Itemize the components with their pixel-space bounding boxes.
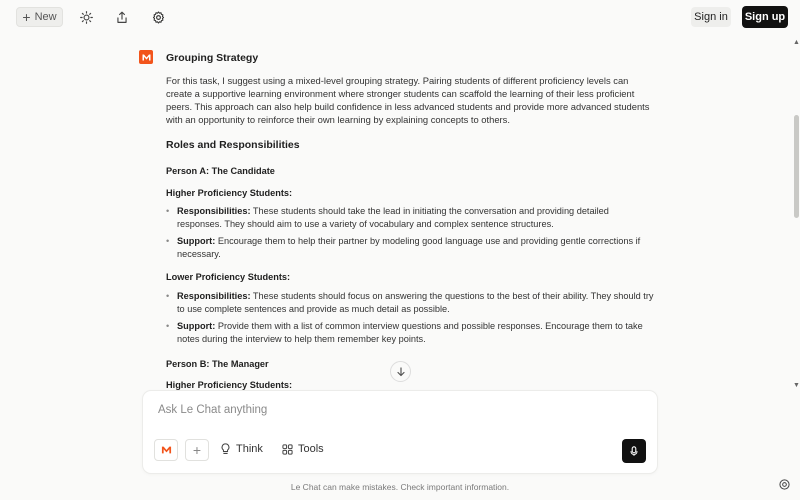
plus-icon: +: [22, 9, 31, 25]
person-b-heading: Person B: The Manager: [166, 359, 269, 369]
bullet-text: Provide them with a list of common interview questions and possible responses. Encourage them to take notes during the interview to help them remember key points.: [177, 321, 643, 344]
think-button[interactable]: [220, 443, 263, 455]
arrow-down-icon: [396, 367, 406, 377]
le-chat-mini-logo-icon: [161, 446, 172, 454]
list-item: [166, 235, 656, 261]
bullet-bold-label: Support:: [177, 236, 216, 246]
voice-send-button[interactable]: [622, 439, 646, 463]
think-label: Think: [236, 443, 263, 455]
scroll-up-arrow-icon[interactable]: ▲: [793, 39, 800, 46]
lower-proficiency-heading: Lower Proficiency Students:: [166, 272, 291, 282]
sign-in-button[interactable]: Sign in: [691, 7, 731, 27]
bullet-bold-label: Support:: [177, 321, 216, 331]
help-icon[interactable]: [777, 477, 791, 491]
bullet-bold-label: Responsibilities:: [177, 291, 251, 301]
le-chat-logo-icon: [139, 50, 153, 64]
tools-label: Tools: [298, 443, 324, 455]
tools-grid-icon: [282, 444, 293, 455]
scrollbar-thumb[interactable]: [794, 115, 799, 218]
chat-input[interactable]: [158, 404, 598, 416]
intro-paragraph: For this task, I suggest using a mixed-level grouping strategy. Pairing students of different proficiency levels can create a supportive learning environment where stronger students can scaffold the learning of their less proficient peers. This approach can also help build confidence in less advanced students and provide more advanced students with an opportunity to reinforce their own learning by explaining concepts to others.: [166, 75, 650, 125]
bullet-text: These students should focus on answering the questions to the best of their ability. They should try to use complete sentences and provide as much detail as possible.: [177, 291, 654, 314]
scroll-to-bottom-button[interactable]: [390, 361, 411, 382]
scroll-down-arrow-icon[interactable]: ▼: [793, 382, 800, 389]
microphone-icon: [630, 446, 638, 456]
sign-up-button[interactable]: Sign up: [742, 6, 788, 28]
list-item: [166, 320, 656, 346]
new-chat-label: New: [34, 11, 57, 23]
higher-proficiency-heading: Higher Proficiency Students:: [166, 188, 293, 198]
bullet-bold-label: Responsibilities:: [177, 206, 251, 216]
tools-button[interactable]: [282, 443, 324, 455]
lightbulb-icon: [220, 443, 231, 455]
message-title: Grouping Strategy: [166, 52, 259, 64]
list-item: [166, 290, 656, 316]
person-a-heading: Person A: The Candidate: [166, 166, 275, 176]
plus-icon: +: [192, 442, 202, 458]
bullet-text: These students should take the lead in initiating the conversation and providing detailed responses. They should aim to use a variety of vocabulary and complex sentence structures.: [177, 206, 609, 229]
disclaimer-text: Le Chat can make mistakes. Check important information.: [290, 482, 510, 492]
higher-proficiency-heading-b: Higher Proficiency Students:: [166, 380, 293, 390]
le-chat-mode-button[interactable]: [154, 439, 178, 461]
roles-heading: Roles and Responsibilities: [166, 139, 300, 151]
bullet-text: Encourage them to help their partner by modeling good language use and providing gentle corrections if necessary.: [177, 236, 641, 259]
list-item: [166, 205, 656, 231]
attach-button[interactable]: [185, 439, 209, 461]
composer: [143, 391, 657, 473]
